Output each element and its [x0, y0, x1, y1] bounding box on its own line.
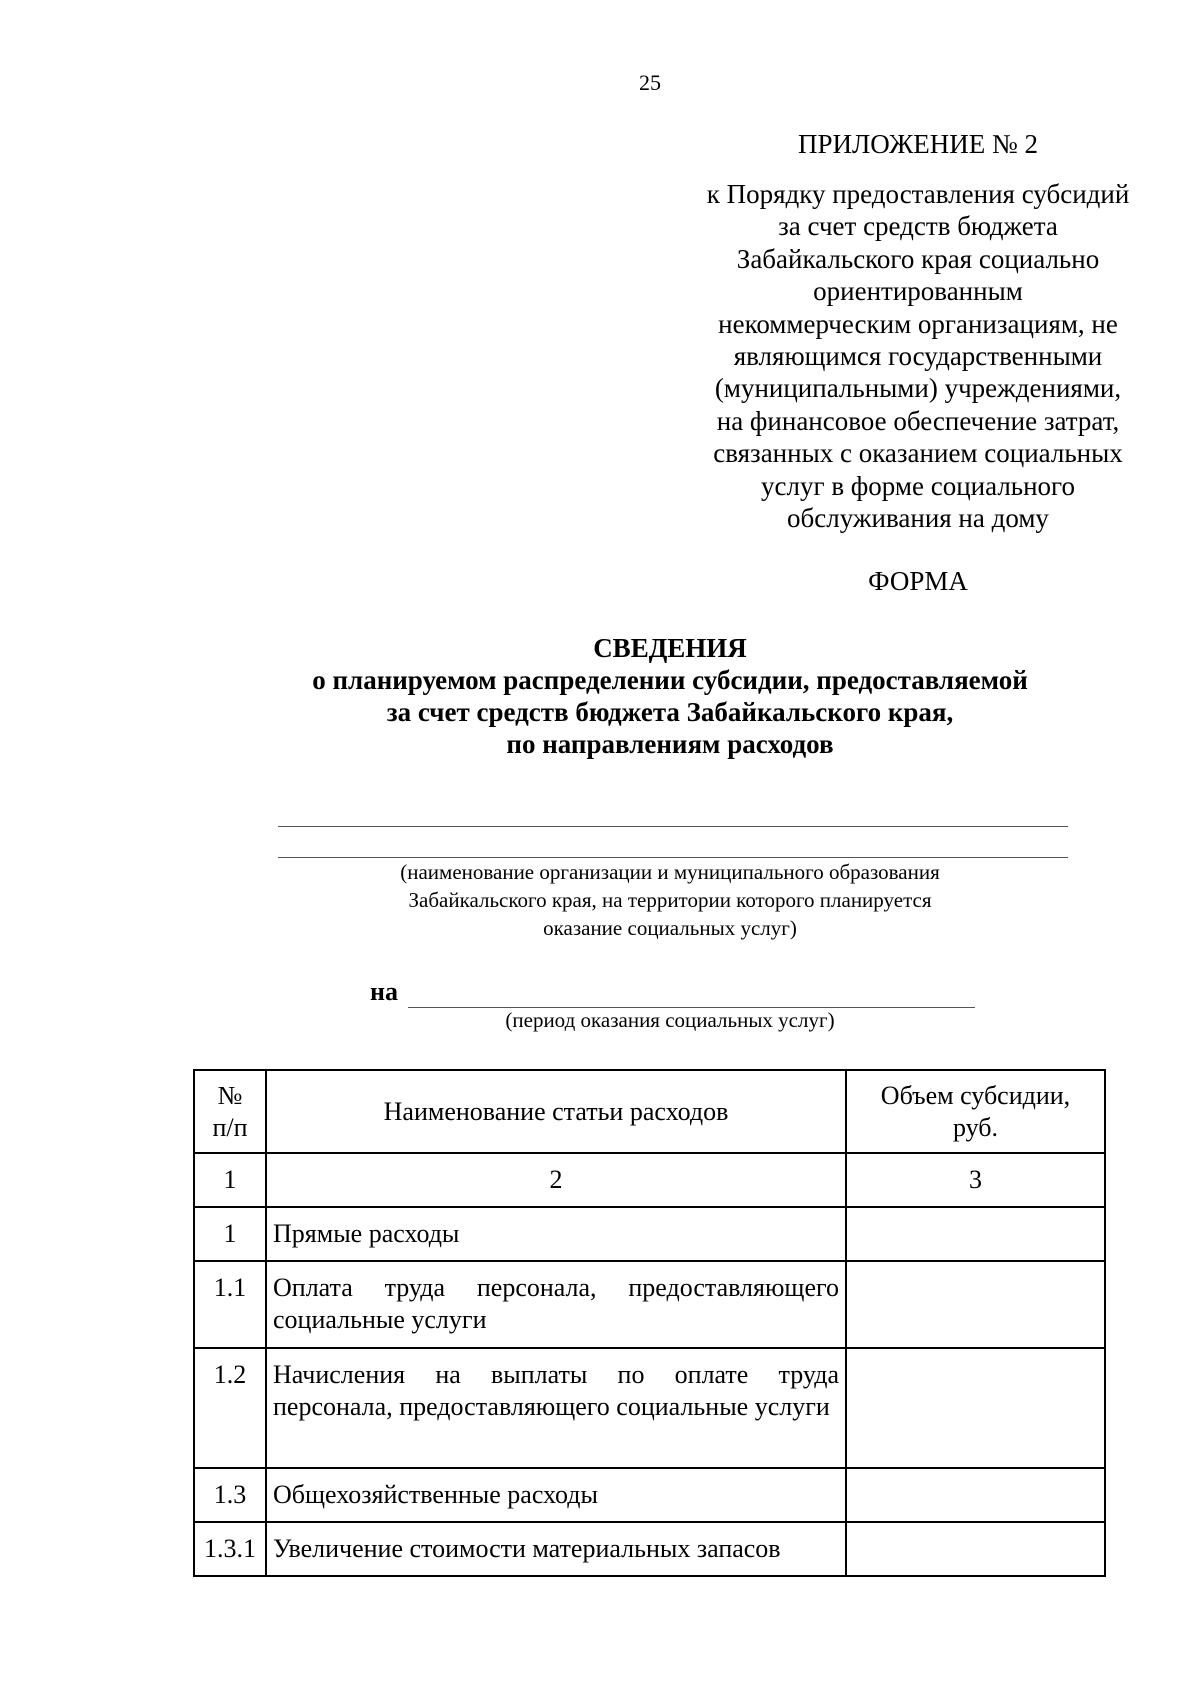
- header-amount: Объем субсидии, руб.: [846, 1070, 1105, 1153]
- table-row: [194, 1207, 1105, 1261]
- row-name: Оплата труда персонала, предоставляющего социальные услуги: [266, 1261, 846, 1348]
- table-row: [194, 1348, 1105, 1468]
- title-line: за счет средств бюджета Забайкальского края,: [386, 697, 954, 727]
- period-row: [370, 975, 980, 1009]
- row-name: Прямые расходы: [266, 1207, 846, 1261]
- column-index: 2: [266, 1153, 846, 1207]
- row-number: 1.3: [194, 1468, 266, 1522]
- row-number: 1.3.1: [194, 1522, 266, 1576]
- row-number: 1: [194, 1207, 266, 1261]
- caption-line: (наименование организации и муниципального образования: [400, 860, 940, 884]
- organization-fill-line[interactable]: [278, 826, 1068, 827]
- order-reference-line: являющимся государственными: [733, 341, 1103, 372]
- appendix-title: ПРИЛОЖЕНИЕ № 2: [797, 129, 1039, 159]
- expenses-table: [193, 1069, 1106, 1577]
- row-number: 1.2: [194, 1348, 266, 1468]
- row-amount-cell[interactable]: [846, 1468, 1105, 1522]
- title-line: по направлениям расходов: [506, 729, 834, 759]
- table-row: [194, 1468, 1105, 1522]
- order-reference-line: связанных с оказанием социальных: [713, 438, 1123, 469]
- order-reference-line: услуг в форме социального: [761, 470, 1075, 501]
- order-reference: [686, 178, 1150, 534]
- organization-caption: [250, 858, 1090, 942]
- header-number: № п/п: [194, 1070, 266, 1153]
- order-reference-line: (муниципальными) учреждениями,: [714, 373, 1122, 404]
- order-reference-line: Забайкальского края социально: [736, 243, 1100, 274]
- page-number: 25: [639, 70, 661, 95]
- row-amount-cell[interactable]: [846, 1522, 1105, 1576]
- column-index: 1: [194, 1153, 266, 1207]
- order-reference-line: за счет средств бюджета: [778, 211, 1058, 242]
- column-index-row: [194, 1153, 1105, 1207]
- order-reference-line: на финансовое обеспечение затрат,: [716, 405, 1120, 436]
- row-name: Общехозяйственные расходы: [266, 1468, 846, 1522]
- period-caption: (период оказания социальных услуг): [505, 1008, 835, 1032]
- title-heading: СВЕДЕНИЯ: [593, 633, 747, 663]
- caption-line: Забайкальского края, на территории которого планируется: [408, 888, 932, 912]
- row-amount-cell[interactable]: [846, 1348, 1105, 1468]
- period-prefix: на: [370, 977, 398, 1006]
- form-label: ФОРМА: [868, 566, 968, 596]
- column-index: 3: [846, 1153, 1105, 1207]
- order-reference-line: некоммерческим организациям, не: [718, 308, 1118, 339]
- row-number: 1.1: [194, 1261, 266, 1348]
- row-name: Начисления на выплаты по оплате труда персонала, предоставляющего социальные услуги: [266, 1348, 846, 1468]
- row-amount-cell[interactable]: [846, 1207, 1105, 1261]
- order-reference-line: обслуживания на дому: [787, 503, 1049, 534]
- header-name: Наименование статьи расходов: [266, 1070, 846, 1153]
- table-row: [194, 1261, 1105, 1348]
- order-reference-line: ориентированным: [813, 276, 1023, 307]
- order-reference-line: к Порядку предоставления субсидий: [706, 179, 1130, 209]
- title-line: о планируемом распределении субсидии, предоставляемой: [312, 665, 1028, 695]
- caption-line: оказание социальных услуг): [543, 916, 797, 940]
- table-header-row: [194, 1070, 1105, 1153]
- row-amount-cell[interactable]: [846, 1261, 1105, 1348]
- row-name: Увеличение стоимости материальных запасов: [266, 1522, 846, 1576]
- table-row: [194, 1522, 1105, 1576]
- document-title: [200, 632, 1140, 760]
